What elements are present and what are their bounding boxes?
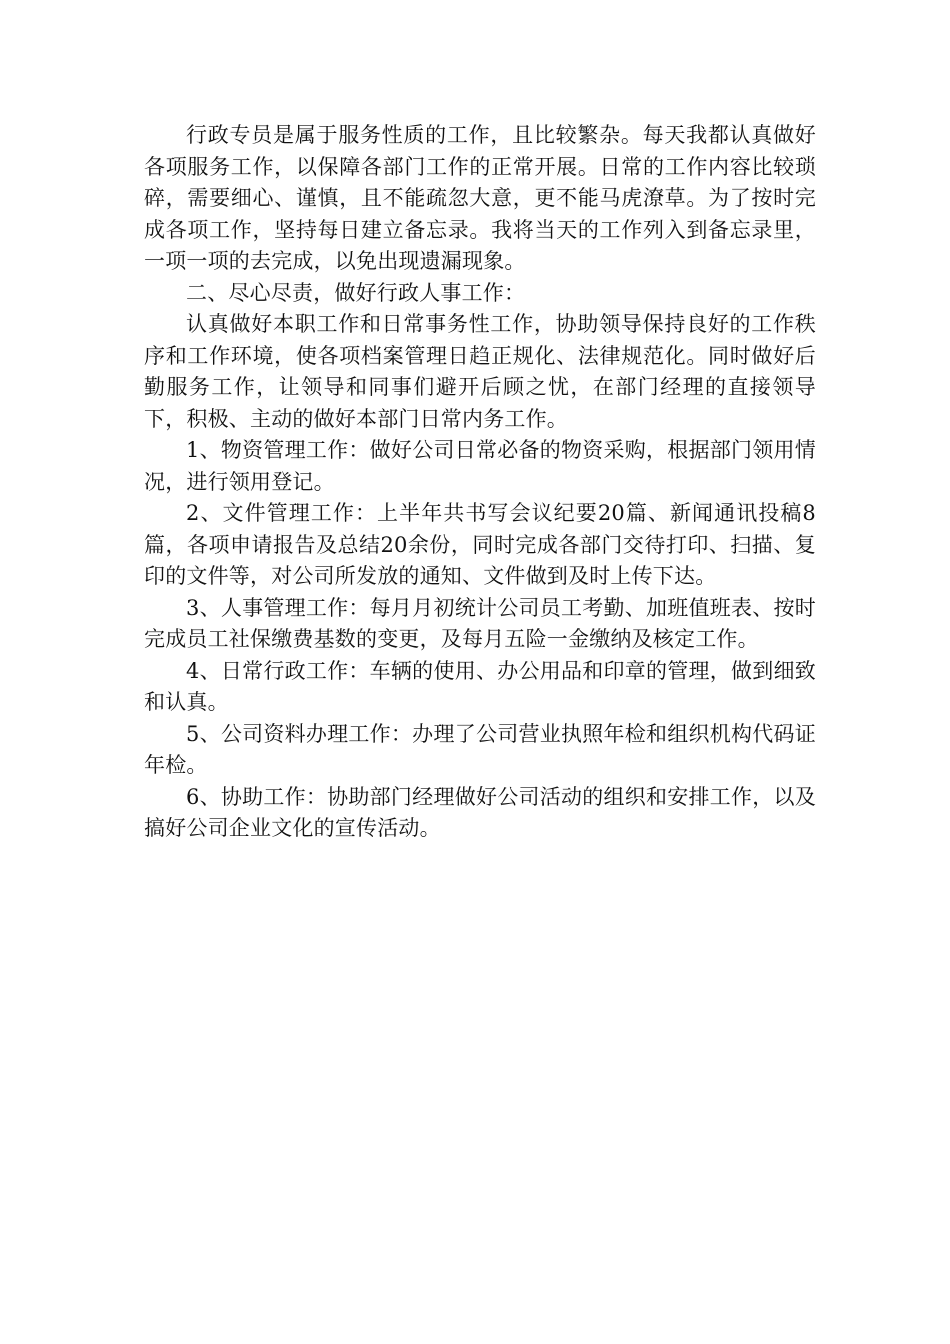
document-body — [144, 118, 816, 845]
paragraph-intro: 行政专员是属于服务性质的工作，且比较繁杂。每天我都认真做好各项服务工作，以保障各部门工作的正常开展。日常的工作内容比较琐碎，需要细心、谨慎，且不能疏忽大意，更不能马虎潦草。为了按时完成各项工作，坚持每日建立备忘录。我将当天的工作列入到备忘录里，一项一项的去完成，以免出现遗漏现象。 — [144, 123, 816, 273]
list-item-materials: 1、物资管理工作：做好公司日常必备的物资采购，根据部门领用情况，进行领用登记。 — [144, 438, 816, 494]
section-heading-2: 二、尽心尽责，做好行政人事工作： — [186, 280, 526, 305]
list-item-personnel: 3、人事管理工作：每月月初统计公司员工考勤、加班值班表、按时完成员工社保缴费基数的变更，及每月五险一金缴纳及核定工作。 — [144, 595, 816, 651]
list-item-documents: 2、文件管理工作：上半年共书写会议纪要20篇、新闻通讯投稿8篇，各项申请报告及总结20余份，同时完成各部门交待打印、扫描、复印的文件等，对公司所发放的通知、文件做到及时上传下达。 — [144, 501, 816, 588]
list-item-assistance: 6、协助工作：协助部门经理做好公司活动的组织和安排工作，以及搞好公司企业文化的宣传活动。 — [144, 784, 816, 840]
list-item-company-records: 5、公司资料办理工作：办理了公司营业执照年检和组织机构代码证年检。 — [144, 721, 816, 777]
paragraph-duties: 认真做好本职工作和日常事务性工作，协助领导保持良好的工作秩序和工作环境，使各项档案管理日趋正规化、法律规范化。同时做好后勤服务工作，让领导和同事们避开后顾之忧，在部门经理的直接领导下，积极、主动的做好本部门日常内务工作。 — [144, 312, 816, 431]
list-item-daily-admin: 4、日常行政工作：车辆的使用、办公用品和印章的管理，做到细致和认真。 — [144, 658, 816, 714]
